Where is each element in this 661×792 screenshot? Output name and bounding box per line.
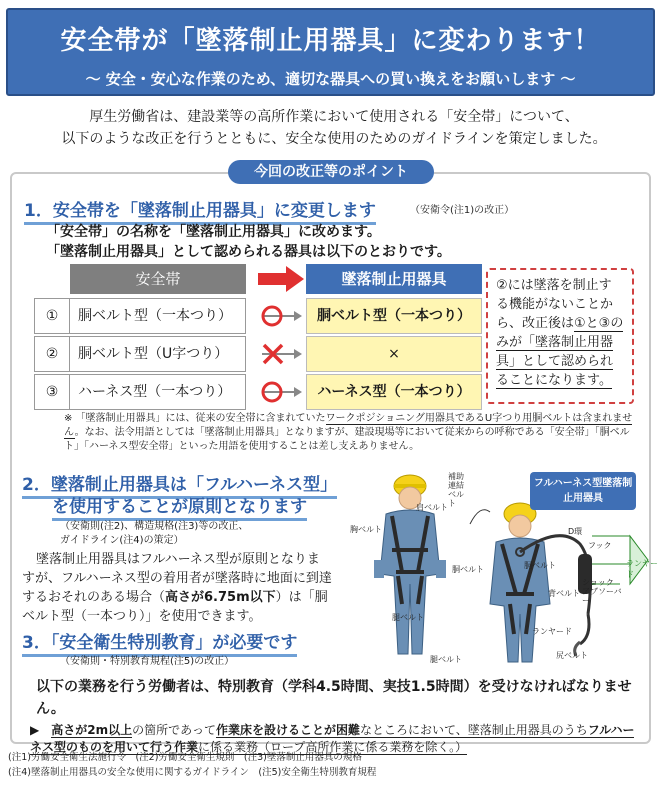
item-text-b: の箇所であって — [132, 723, 216, 737]
page-title: 安全帯が「墜落制止用器具」に変わります！ — [60, 26, 601, 56]
section2-body-1: 墜落制止用器具はフルハーネス型が原則となりますが、フルハーネス型の着用者が墜落時に地面に到達するおそれのある場合（ — [22, 552, 332, 605]
section3-ref: （安衛則・特別教育規程(注5)の改正） — [60, 656, 235, 667]
intro-text — [24, 106, 644, 150]
full-harness-callout: フルハーネス型墜落制止用器具 — [530, 472, 636, 510]
label-fixture: 補助 連結ベルト — [448, 472, 464, 508]
header-banner — [6, 8, 655, 96]
section1-lead-1: 「安全帯」の名称を「墜落制止用器具」に改めます。 — [46, 224, 381, 240]
table-row — [34, 298, 482, 334]
worker-back-figure — [490, 503, 550, 662]
row-label: 胴ベルト型（一本つり） — [70, 298, 246, 334]
circle-arrow-icon — [254, 374, 304, 410]
footnote-underlined: ワークポジショニング用器具であるU字つり用胴ベルトは含まれません — [64, 413, 633, 438]
circle-arrow-icon — [254, 298, 304, 334]
section1-footnote — [64, 412, 644, 454]
section3-title-text: 3．「安全衛生特別教育」が必要です — [22, 633, 297, 657]
footnote-line-1: (注1)労働安全衛生法施行令 (注2)労働安全衛生規則 (注3)墜落制止用器具の規格 — [8, 752, 362, 763]
label-waist-belt-2: 胴ベルト — [524, 561, 556, 570]
item-difficult: 作業床を設けることが困難 — [215, 723, 360, 737]
row-label: 胴ベルト型（U字つり） — [70, 336, 246, 372]
label-waist-belt: 胴ベルト — [452, 565, 484, 574]
row-result: ハーネス型（一本つり） — [306, 374, 482, 410]
note-part-2: ①と③のみが「墜落制止用器具」として認められることになります。 — [496, 316, 624, 388]
row-result: × — [306, 336, 482, 372]
section2-title-1: 2．墜落制止用器具は「フルハーネス型」 — [22, 475, 337, 499]
label-back-belt: 背ベルト — [548, 589, 580, 598]
section1-title — [24, 196, 376, 221]
section2-ref-2: ガイドライン(注4)の策定） — [60, 535, 184, 546]
section1-lead — [46, 222, 451, 262]
points-label: 今回の改正等のポイント — [228, 160, 434, 184]
row-label: ハーネス型（一本つり） — [70, 374, 246, 410]
section3-title — [22, 628, 297, 653]
note-box — [486, 268, 634, 404]
label-d-ring: D環 — [568, 527, 583, 536]
legal-footnotes — [8, 750, 658, 780]
label-shoulder-belt: 肩ベルト — [416, 503, 448, 512]
label-chest-belt: 胸ベルト — [350, 525, 382, 534]
label-lanyard-2: ランヤード — [532, 627, 572, 636]
section2-title — [22, 474, 337, 518]
section2-ref-1: （安衛則(注2)、構造規格(注3)等の改正、 — [60, 521, 249, 532]
table-head-left: 安全帯 — [70, 264, 246, 294]
row-result: 胴ベルト型（一本つり） — [306, 298, 482, 334]
section2-body-2: ）は「胴ベルト型（一本つり）」を使用できます。 — [22, 590, 328, 624]
section2-body — [22, 550, 332, 626]
footnote-suffix: 。なお、法令用語としては「墜落制止用器具」となりますが、建設現場等において従来からの呼称である「安全帯」「胴ベルト」「ハーネス型安全帯」といった用語を使用することは差し支えありません。 — [64, 427, 630, 452]
section2-title-2: を使用することが原則となります — [52, 497, 307, 521]
note-part-1: ②には墜落を制止する機能がないことから、改正後は — [496, 278, 614, 331]
bullet-triangle-icon: ▶ — [30, 723, 52, 737]
item-text-d: なところにおいて、墜落制止用器具のうち — [360, 723, 588, 737]
section2-ref — [60, 520, 248, 548]
intro-line-1: 厚生労働省は、建設業等の高所作業において使用される「安全帯」について、 — [89, 109, 579, 125]
item-text-f: に係る業務（ロープ高所作業に係る業務を除く。） — [198, 740, 468, 754]
table-row — [34, 336, 482, 372]
section1-lead-2: 「墜落制止用器具」として認められる器具は以下のとおりです。 — [46, 244, 451, 260]
section3-lead: 以下の業務を行う労働者は、特別教育（学科4.5時間、実技1.5時間）を受けなければなりません。 — [36, 679, 632, 717]
row-number: ① — [34, 298, 70, 334]
table-head-right: 墜落制止用器具 — [306, 264, 482, 294]
label-lanyard: ランヤード — [626, 559, 658, 579]
row-number: ② — [34, 336, 70, 372]
item-full-harness: フルハーネス型のものを用いて行う作業 — [30, 723, 635, 754]
label-hook: フック — [588, 541, 612, 550]
item-height: 高さが2m以上 — [51, 723, 133, 737]
section1-ref: （安衛令(注1)の改正） — [410, 205, 515, 216]
section2-body-bold: 高さが6.75m以下 — [165, 590, 276, 605]
label-thigh-belt: 腿ベルト — [430, 655, 462, 664]
intro-line-2: 以下のような改正を行うとともに、安全な使用のためのガイドラインを策定しました。 — [61, 131, 607, 147]
section1-title-text: 1．安全帯を「墜落制止用器具」に変更します — [24, 201, 376, 225]
label-seat-belt: 尻ベルト — [556, 651, 588, 660]
label-shock-absorber: ショック アブソーバー — [582, 578, 622, 605]
footnote-prefix: ※ 「墜落制止用器具」には、従来の安全帯に含まれていた — [64, 413, 326, 424]
label-connector-belt: 腿ベルト — [392, 613, 424, 622]
page-subtitle: ～ 安全・安心な作業のため、適切な器具への買い換えをお願いします ～ — [85, 70, 576, 88]
table-row — [34, 374, 482, 410]
row-number: ③ — [34, 374, 70, 410]
footnote-line-2: (注4)墜落制止用器具の安全な使用に関するガイドライン (注5)安全衛生特別教育規程 — [8, 767, 377, 778]
cross-arrow-icon — [254, 336, 304, 372]
red-arrow-icon — [258, 266, 304, 292]
